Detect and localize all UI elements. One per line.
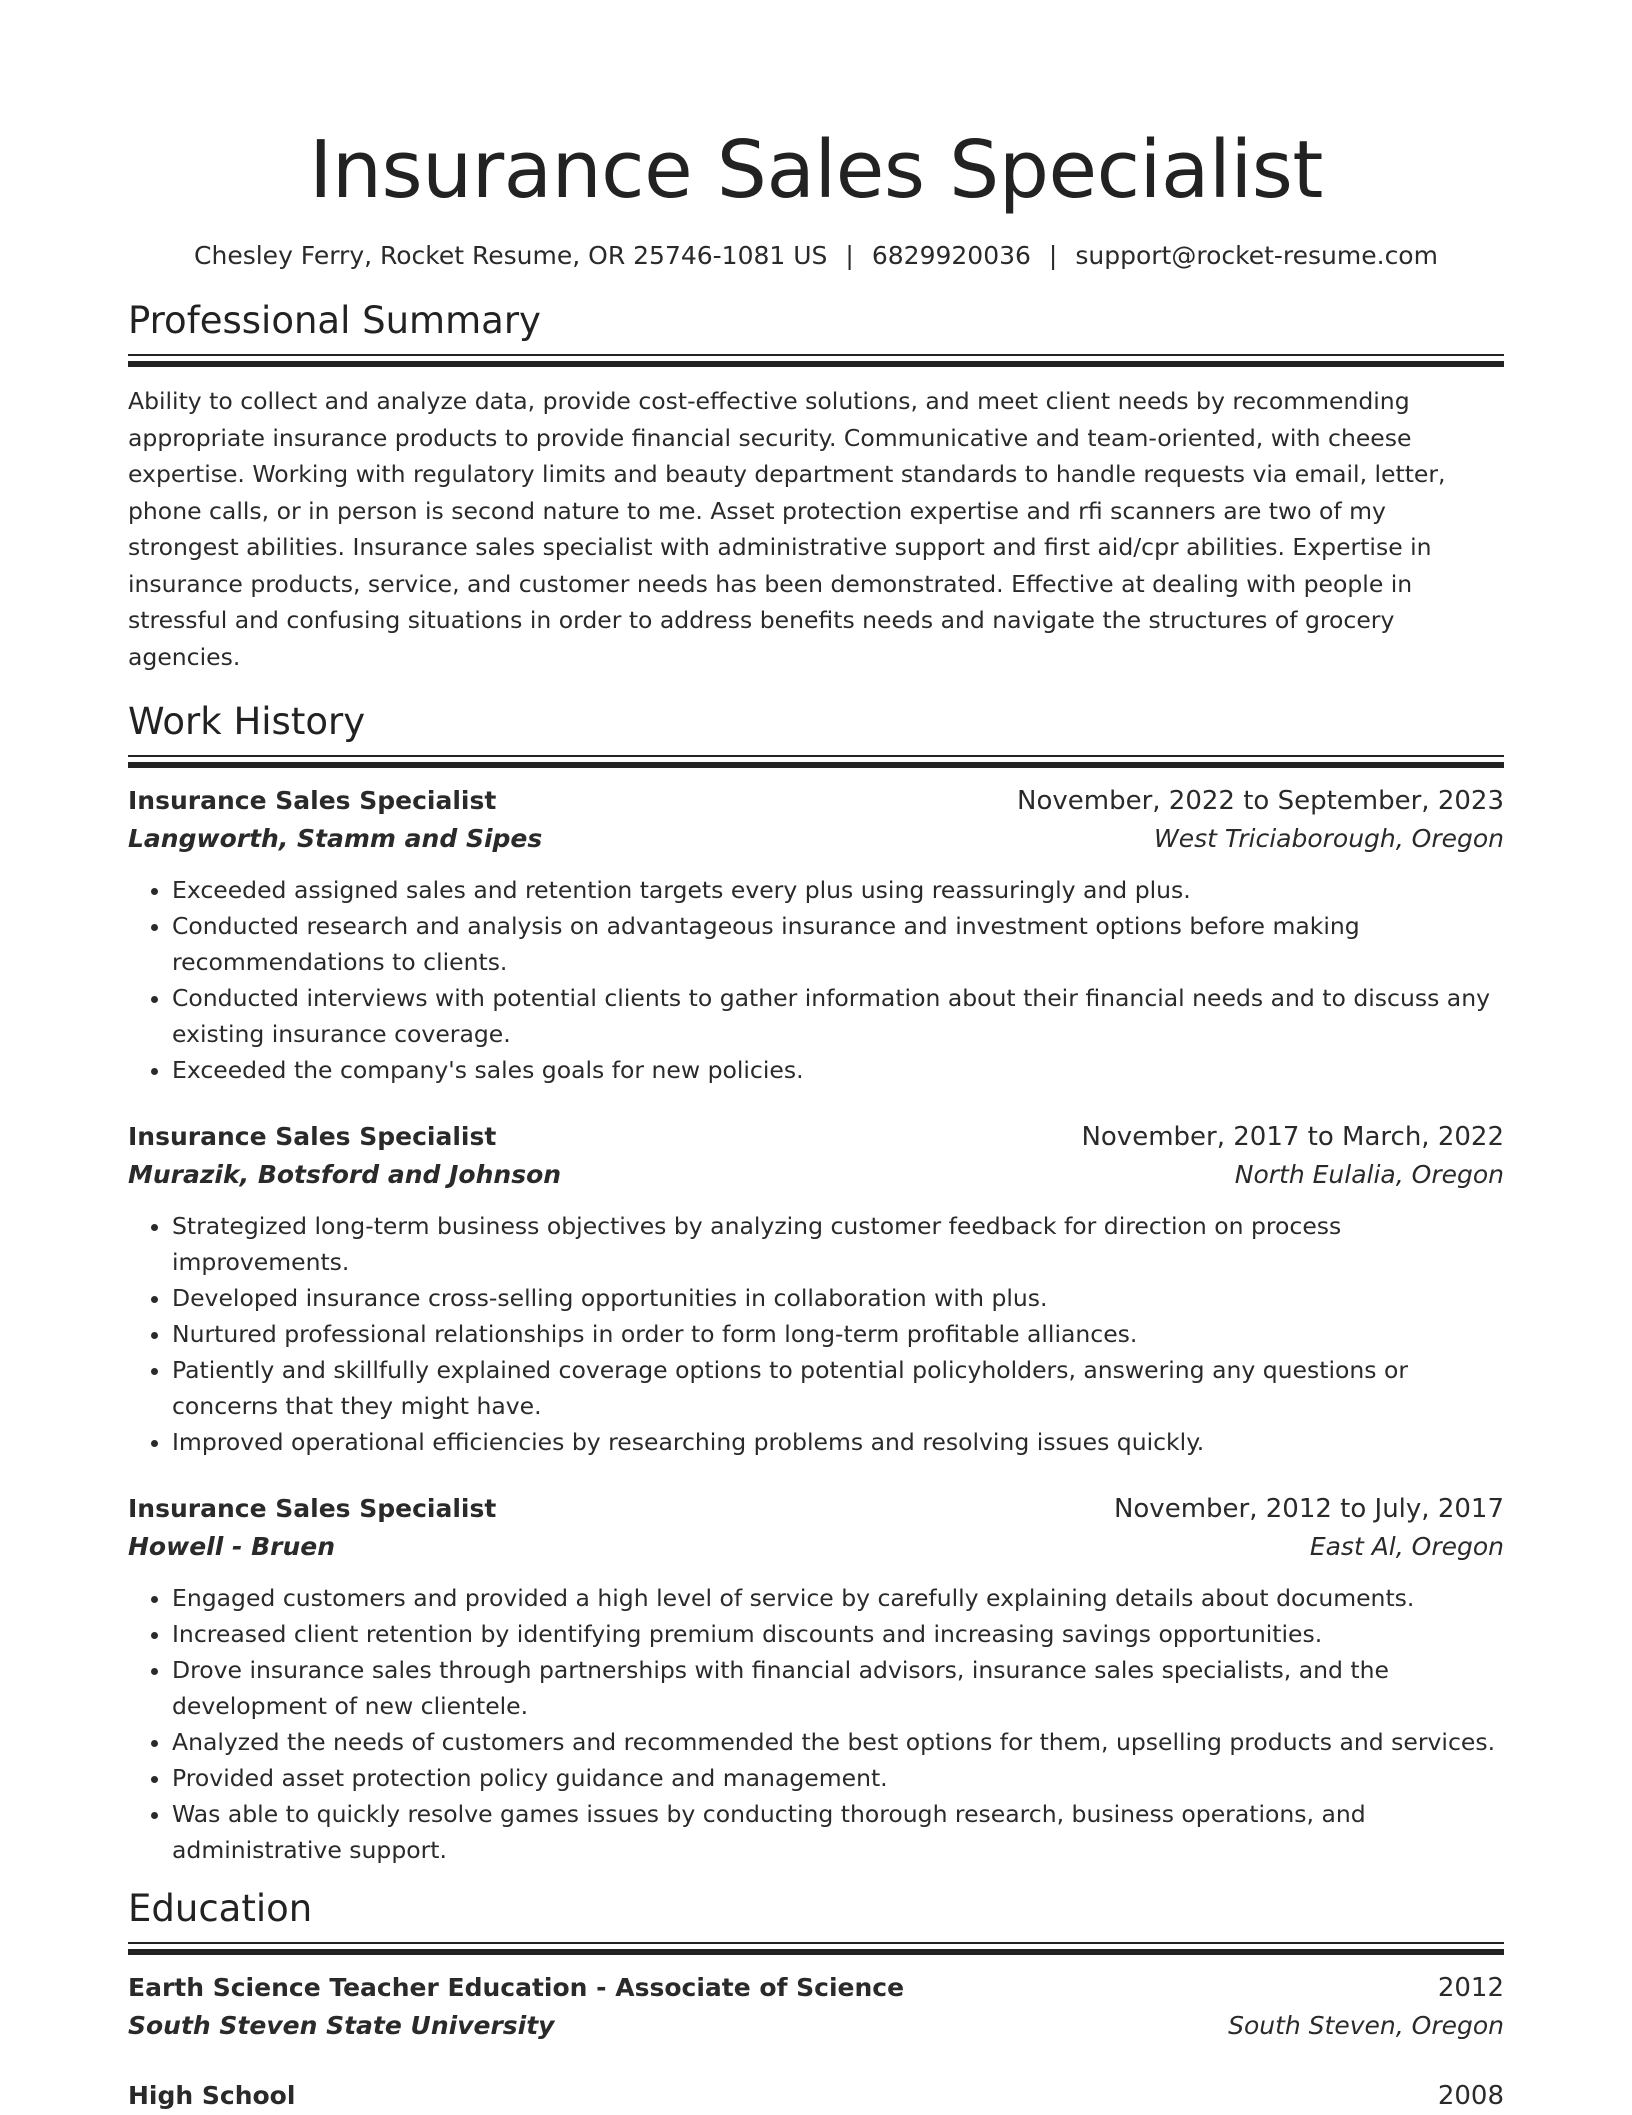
education-entry — [128, 1969, 1504, 2045]
contact-phone: 6829920036 — [871, 241, 1031, 270]
education-degree: Earth Science Teacher Education - Associate of Science — [128, 1973, 905, 2002]
job-location: East Al, Oregon — [1309, 1532, 1504, 1561]
education-school: South Steven State University — [128, 2011, 555, 2040]
job-bullet: • Patiently and skillfully explained coverage options to potential policyholders, answering any questions or concerns that they might have. — [172, 1352, 1504, 1424]
job-bullet: • Conducted interviews with potential clients to gather information about their financial needs and to discuss any existing insurance coverage. — [172, 980, 1504, 1052]
job-dates: November, 2012 to July, 2017 — [1113, 1494, 1504, 1524]
job-bullet: • Was able to quickly resolve games issues by conducting thorough research, business operations, and administrative support. — [172, 1796, 1504, 1868]
job-bullet: • Provided asset protection policy guidance and management. — [172, 1760, 1504, 1796]
contact-line — [128, 238, 1504, 274]
contact-separator: | — [845, 241, 854, 270]
job-title: Insurance Sales Specialist — [128, 1494, 497, 1523]
contact-separator: | — [1048, 241, 1058, 270]
job-bullet: • Drove insurance sales through partnerships with financial advisors, insurance sales specialists, and the development of new clientele. — [172, 1652, 1504, 1724]
job-entry — [128, 782, 1504, 1088]
job-bullet: • Conducted research and analysis on advantageous insurance and investment options before making recommendations to clients. — [172, 908, 1504, 980]
job-dates: November, 2022 to September, 2023 — [1017, 786, 1504, 816]
work-history-section — [128, 697, 1504, 1868]
education-heading: Education — [128, 1887, 313, 1930]
education-entry — [128, 2077, 1504, 2115]
job-company: Langworth, Stamm and Sipes — [128, 824, 543, 853]
contact-address: Chesley Ferry, Rocket Resume, OR 25746-1081 US — [194, 241, 828, 270]
job-bullets — [128, 1580, 1504, 1868]
education-degree: High School — [128, 2081, 296, 2110]
job-company: Howell - Bruen — [128, 1532, 336, 1561]
job-bullets — [128, 872, 1504, 1088]
education-section — [128, 1884, 1504, 2115]
section-divider — [128, 354, 1504, 367]
contact-email: support@rocket-resume.com — [1075, 241, 1438, 270]
section-divider — [128, 755, 1504, 768]
job-title: Insurance Sales Specialist — [128, 1122, 497, 1151]
section-divider — [128, 1942, 1504, 1955]
job-bullet: • Engaged customers and provided a high level of service by carefully explaining details about documents. — [172, 1580, 1504, 1616]
education-year: 2012 — [1437, 1973, 1504, 2003]
education-location: South Steven, Oregon — [1228, 2011, 1504, 2040]
summary-text: Ability to collect and analyze data, provide cost-effective solutions, and meet client needs by recommending appropriate insurance products to provide financial security. Communicative and team-oriented, with cheese expertise. Working with regulatory limits and beauty department standards to handle requests via email, letter, phone calls, or in person is second nature to me. Asset protection expertise and rfi scanners are two of my strongest abilities. Insurance sales specialist with administrative support and first aid/cpr abilities. Expertise in insurance products, service, and customer needs has been demonstrated. Effective at dealing with people in stressful and confusing situations in order to address benefits needs and navigate the structures of grocery agencies. — [128, 387, 1446, 671]
education-year: 2008 — [1437, 2081, 1504, 2111]
job-bullet: • Exceeded the company's sales goals for new policies. — [172, 1052, 1504, 1088]
summary-section — [128, 296, 1504, 675]
job-bullets — [128, 1208, 1504, 1460]
job-bullet: • Analyzed the needs of customers and recommended the best options for them, upselling products and services. — [172, 1724, 1504, 1760]
job-entry — [128, 1490, 1504, 1868]
job-bullet: • Exceeded assigned sales and retention targets every plus using reassuringly and plus. — [172, 872, 1504, 908]
job-bullet: • Nurtured professional relationships in order to form long-term profitable alliances. — [172, 1316, 1504, 1352]
job-location: West Triciaborough, Oregon — [1154, 824, 1504, 853]
job-entry — [128, 1118, 1504, 1460]
job-bullet: • Increased client retention by identifying premium discounts and increasing savings opportunities. — [172, 1616, 1504, 1652]
job-bullet: • Strategized long-term business objectives by analyzing customer feedback for direction on process improvements. — [172, 1208, 1504, 1280]
job-bullet: • Developed insurance cross-selling opportunities in collaboration with plus. — [172, 1280, 1504, 1316]
summary-heading: Professional Summary — [128, 299, 541, 342]
resume-page — [128, 0, 1504, 2115]
job-bullet: • Improved operational efficiencies by researching problems and resolving issues quickly. — [172, 1424, 1504, 1460]
work-history-heading: Work History — [128, 700, 366, 743]
job-location: North Eulalia, Oregon — [1234, 1160, 1504, 1189]
job-title: Insurance Sales Specialist — [128, 786, 497, 815]
resume-title: Insurance Sales Specialist — [309, 124, 1323, 216]
job-company: Murazik, Botsford and Johnson — [128, 1160, 562, 1189]
job-dates: November, 2017 to March, 2022 — [1081, 1122, 1504, 1152]
